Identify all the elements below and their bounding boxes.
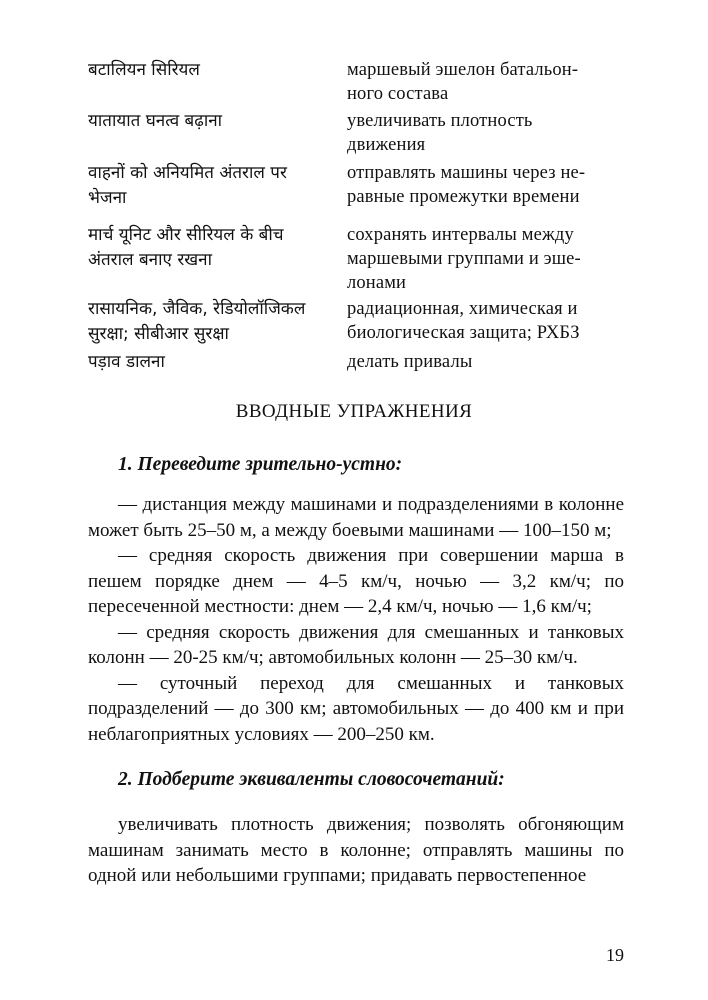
vocab-russian-line: равные промежутки времени <box>347 187 580 207</box>
vocab-russian-term <box>347 161 617 209</box>
vocab-hindi-term: मार्च यूनिट और सीरियल के बीच अंतराल बनाए रखना <box>88 225 284 270</box>
vocab-hindi-term: पड़ाव डालना <box>88 352 165 372</box>
vocab-russian-line: сохранять интервалы между <box>347 225 574 245</box>
vocab-russian-line: маршевый эшелон батальон- <box>347 60 579 80</box>
exercise-1-body <box>88 492 624 747</box>
vocab-hindi-term: वाहनों को अनियमित अंतराल पर भेजना <box>88 163 287 208</box>
exercise-2-body <box>88 812 624 889</box>
vocab-russian-line: движения <box>347 135 426 155</box>
vocab-russian-line: радиационная, химическая и <box>347 299 578 319</box>
vocab-russian-line: маршевыми группами и эше- <box>347 249 581 269</box>
exercise-1-title: 1. Переведите зрительно-устно: <box>118 454 403 475</box>
vocab-russian-term <box>347 109 617 157</box>
exercise-1-item: — средняя скорость движения при совершении марша в пешем порядке днем — 4–5 км/ч, ночью — 3,2 км/ч; по пересеченной местности: днем — 2,4 км/ч, ночью — 1,6 км/ч; <box>88 545 624 617</box>
section-title: ВВОДНЫЕ УПРАЖНЕНИЯ <box>235 401 473 422</box>
exercise-1-item: — дистанция между машинами и подразделениями в колонне может быть 25–50 м, а между боевыми машинами — 100–150 м; <box>88 494 624 541</box>
vocab-hindi-term: रासायनिक, जैविक, रेडियोलॉजिकल सुरक्षा; सीबीआर सुरक्षा <box>88 299 306 344</box>
exercise-2-title: 2. Подберите эквиваленты словосочетаний: <box>118 769 505 790</box>
vocab-russian-term <box>347 58 617 106</box>
vocab-russian-line: ного состава <box>347 84 449 104</box>
vocab-russian-term <box>347 297 617 345</box>
vocab-russian-term <box>347 350 617 374</box>
vocab-russian-line: отправлять машины через не- <box>347 163 586 183</box>
vocab-hindi-term: बटालियन सिरियल <box>88 60 200 80</box>
exercise-2-text: увеличивать плотность движения; позволять обгоняющим машинам занимать место в колонне; отправлять машины по одной или небольшими группами; придавать первостепенное <box>88 814 624 886</box>
vocab-russian-line: лонами <box>347 273 407 293</box>
exercise-1-item: — суточный переход для смешанных и танковых подразделений — до 300 км; автомобильных — до 400 км и при неблагоприятных условиях — 200–250 км. <box>88 672 624 745</box>
vocab-russian-term <box>347 223 617 295</box>
vocab-russian-line: делать привалы <box>347 352 473 372</box>
vocab-hindi-term: यातायात घनत्व बढ़ाना <box>88 111 223 131</box>
page-number: 19 <box>606 945 624 965</box>
vocab-russian-line: биологическая защита; РХБЗ <box>347 323 580 343</box>
vocab-russian-line: увеличивать плотность <box>347 111 533 131</box>
exercise-1-item: — средняя скорость движения для смешанных и танковых колонн — 20-25 км/ч; автомобильных колонн — 25–30 км/ч. <box>88 621 624 668</box>
